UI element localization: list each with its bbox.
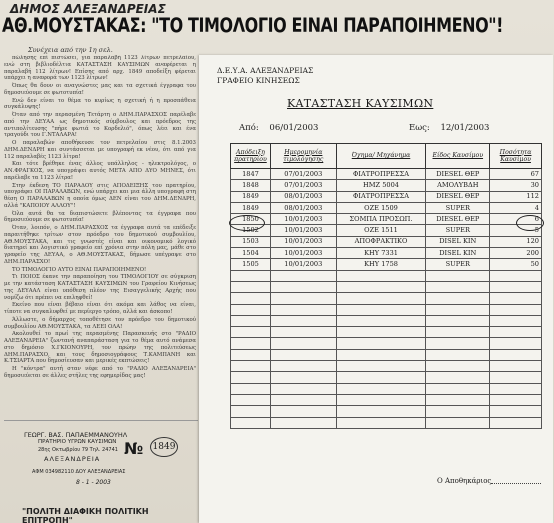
article-paragraph: πώλησης επί πιστώσει, για παραλαβή 1123 λίτρων πετρελαίου, ενώ στη βιβλιοδέλτια ΚΑΤΑΣΤΑΣΗ ΚΑΥΣΙΜΩΝ αναφέρεται η παραλαβή 112 λίτρων! Επίσης από αρχ. 1849 αποδείξη φέρεται υπάρχει η αναφορά των 1123 λίτρων! [4,55,196,82]
date-to-label: Εως: [409,123,430,133]
table-cell: 120 [490,236,542,247]
table-cell: 08/01/2003 [270,191,336,202]
table-cell: 1850 [231,214,271,225]
headline: ΑΘ.ΜΟΥΣΤΑΚΑΣ: "ΤΟ ΤΙΜΟΛΟΓΙΟ ΕΙΝΑΙ ΠΑΡΑΠΟΙΗΜΕΝΟ"! [2,14,504,37]
empty-cell [336,383,426,394]
table-cell: 10/01/2003 [270,248,336,259]
empty-cell [426,383,490,394]
table-cell: DIESEL ΘΕΡ [426,191,490,202]
receipt-owner: ΓΕΩΡΓ. ΒΑΣ. ΠΑΠΑΕΜΜΑΝΟΥΗΛ [24,431,128,439]
table-cell: 1849 [231,191,271,202]
table-cell: 200 [490,248,542,259]
empty-cell [231,349,271,360]
table-cell: 5 [490,225,542,236]
date-from-label: Από: [239,123,259,133]
table-cell: DIESEL ΘΕΡ [426,169,490,180]
empty-cell [231,270,271,281]
empty-cell [336,293,426,304]
table-row [231,236,542,247]
article-paragraph: Όπως θα δουν οι αναγνώστες μας και τα σχετικά έγγραφα του δημοσιεύουμε σε φωτοτυπία! [4,83,196,96]
table-cell: 1504 [231,248,271,259]
empty-cell [490,293,542,304]
empty-cell [270,372,336,383]
empty-cell [490,383,542,394]
empty-cell [490,304,542,315]
table-cell: 1505 [231,259,271,270]
article-paragraph: Εκείνο που είναι βέβαιο είναι ότι ακόμα και λάθος να είναι, τίποτε να συγκαλυφθεί με περίεργο τρόπο, αλλά και άσκοπο! [4,302,196,315]
table-cell: ΑΜΟΛΥΒΔΗ [426,180,490,191]
empty-table-row [231,383,542,394]
table-cell: 10/01/2003 [270,259,336,270]
empty-cell [490,349,542,360]
table-cell: 1849 [231,202,271,213]
empty-cell [490,394,542,405]
empty-table-row [231,327,542,338]
table-row [231,202,542,213]
empty-cell [490,361,542,372]
empty-cell [231,293,271,304]
empty-cell [426,304,490,315]
empty-cell [231,338,271,349]
table-cell: ΑΠΟΦΡΑΚΤΙΚΟ [336,236,426,247]
table-cell: 1848 [231,180,271,191]
table-cell: 67 [490,169,542,180]
empty-cell [336,315,426,326]
table-cell: 112 [490,191,542,202]
empty-cell [336,406,426,417]
column-header: Είδος Καυσίμου [426,144,490,169]
empty-cell [426,327,490,338]
empty-cell [490,315,542,326]
signature-line [491,483,541,484]
table-cell: 10/01/2003 [270,214,336,225]
table-cell: SUPER [426,225,490,236]
empty-cell [270,304,336,315]
empty-cell [231,383,271,394]
empty-cell [426,349,490,360]
empty-cell [231,315,271,326]
empty-cell [270,417,336,428]
article-paragraph: Όλα αυτά θα τα διαπιστώσετε βλέποντας τα έγγραφα που δημοσιεύουμε σε φωτοτυπία! [4,210,196,224]
empty-cell [231,394,271,405]
empty-cell [336,327,426,338]
table-cell: 1847 [231,169,271,180]
empty-cell [426,281,490,292]
table-cell: 07/01/2003 [270,180,336,191]
empty-cell [426,315,490,326]
article-paragraph: Ενώ δεν είναι το θέμα το κυρίως η σχετική ή η προσπάθεια συγκάλυψης! [4,97,196,111]
article-paragraph: Ο παραλαβών αποθήκευσε τον πετρελαίου στις 8.1.2003 ΔΗΜ.ΔΕΝΔΡΗ και συντάσσεται με υπογραφή εκ νέου, ότι από για 112 παραλαβές 1123 λίτρα! [4,140,196,160]
receipt-business: ΠΡΑΤΗΡΙΟ ΥΓΡΩΝ ΚΑΥΣΙΜΩΝ [38,439,117,445]
table-cell: 08/01/2003 [270,202,336,213]
empty-cell [231,327,271,338]
empty-cell [426,293,490,304]
date-from [239,123,318,133]
empty-cell [426,417,490,428]
article-paragraph: ΤΟ ΤΙΜΟΛΟΓΙΟ ΑΥΤΟ ΕΙΝΑΙ ΠΑΡΑΠΟΙΗΜΕΝΟ! [12,266,147,273]
date-to-value: 12/01/2003 [440,123,490,133]
empty-cell [426,270,490,281]
empty-table-row [231,304,542,315]
empty-cell [270,394,336,405]
empty-cell [270,338,336,349]
receipt-number-circled: 1849 [150,437,178,457]
empty-table-row [231,361,542,372]
empty-table-row [231,270,542,281]
empty-cell [336,372,426,383]
empty-cell [490,406,542,417]
fuel-table [230,143,542,429]
section-kicker: ΔΗΜΟΣ ΑΛΕΞΑΝΔΡΕΙΑΣ [10,2,166,16]
empty-table-row [231,394,542,405]
article-paragraph: Όταν, λοιπόν, ο ΔΗΜ.ΠΑΡΑΣΧΟΣ τα έγγραφα αυτά τα επέδειξε παραιτήθηκε τρίτων στον πρόεδρο του δημοτικού συμβουλίου, ΑΘ.ΜΟΥΣΤΑΚΑ, και τις γνωστές είναι και οικονομικό λογικό διατηρεί και λογιστικό γραφείο επί χρόνια στην πόλη μας, μάθε στο γραφείο της ΔΕΥΑΑ, ο ΑΘ.ΜΟΥΣΤΑΚΑΣ, δήμωσε υπέγραψε στο ΔΗΜ.ΠΑΡΑΣΧΟ! [4,225,196,265]
empty-cell [426,361,490,372]
empty-cell [426,372,490,383]
article-paragraph: Και τότε βρέθηκε ένας άλλος υπάλληλος - ηλεκτρολόγος, ο ΑΝ.ΦΡΑΓΚΟΣ, να υπογράψει αυτός ΜΕΤΑ ΑΠΟ ΔΥΟ ΜΗΝΕΣ, ότι παρέλαβε τα 1123 λίτρα! [4,161,196,181]
table-cell: 10/01/2003 [270,225,336,236]
table-cell: ΚΗΥ 1758 [336,259,426,270]
table-row [231,191,542,202]
table-cell: 10/01/2003 [270,236,336,247]
receipt-number-circle-mark [229,215,265,231]
empty-cell [490,281,542,292]
empty-table-row [231,417,542,428]
empty-cell [231,361,271,372]
empty-cell [270,349,336,360]
document-title: ΚΑΤΑΣΤΑΣΗ ΚΑΥΣΙΜΩΝ [287,97,434,110]
empty-cell [336,394,426,405]
empty-cell [490,327,542,338]
empty-cell [426,338,490,349]
empty-cell [490,338,542,349]
table-row [231,180,542,191]
table-cell: 1502 [231,225,271,236]
empty-cell [490,270,542,281]
empty-cell [490,372,542,383]
empty-cell [336,270,426,281]
table-row [231,259,542,270]
table-cell: DISEL KIN [426,248,490,259]
empty-cell [426,394,490,405]
table-cell: ΟΖΕ 1509 [336,202,426,213]
table-cell: 50 [490,259,542,270]
receipt-photocopy [4,420,198,521]
empty-table-row [231,349,542,360]
org-name: Δ.Ε.Υ.Α. ΑΛΕΞΑΝΔΡΕΙΑΣ [217,66,314,75]
fuel-table-header [231,144,542,169]
empty-table-row [231,372,542,383]
column-header: Όχημα/ Μηχάνημα [336,144,426,169]
article-paragraph: Όταν από την περασμένη Τετάρτη ο ΔΗΜ.ΠΑΡΑΣΧΟΣ παρέλαβε από την ΔΕΥΑΑ ως δημοτικός σύμβουλος και πρόεδρος της αντιπολίτευσης "πήρε φωτιά το Κορδελιό", όπως λέει και ένα τραγούδι του Γ.ΝΤΑΛΑΡΑ! [4,112,196,139]
receipt-address: 28ης Οκτωβρίου 79 Τηλ. 24741 [38,447,118,453]
article-body [4,55,196,417]
table-cell: 6 [490,214,542,225]
table-cell: 1503 [231,236,271,247]
table-cell: ΗΜΖ 5004 [336,180,426,191]
empty-cell [231,281,271,292]
empty-cell [270,383,336,394]
table-cell: ΟΖΕ 1511 [336,225,426,236]
table-cell: DISEL KIN [426,236,490,247]
fuel-report-document [199,55,553,523]
receipt-date: 8 - 1 - 2003 [76,479,111,486]
byline: Συνέχεια από την 1η σελ. [28,46,113,54]
table-cell: ΚΗΥ 7331 [336,248,426,259]
empty-cell [270,281,336,292]
empty-cell [336,361,426,372]
receipt-city: ΑΛΕΞΑΝΔΡΕΙΑ [44,455,101,463]
article-paragraph: Τι ΠΟΙΟΣ έκανε την παραποίηση του ΤΙΜΟΛΟΓΙΟΥ σε σύγκριση με την κατάσταση ΚΑΤΑΣΤΑΣΗ ΚΑΥΣΙΜΩΝ του Γραφείου Κινήσεως της ΔΕΥΑΑΛ είναι υπόθεση πλέον της Εισαγγελικής Αρχής που νομίζω ότι πρέπει να επιληφθεί! [4,274,196,301]
empty-table-row [231,293,542,304]
article-paragraph: Στην έκδεση ΤΟ ΠΑΡΑΔΟΥ στις ΑΠΟΔΕΙΞΗΣ του πρατηρίου, υπογράφει ΟΙ ΠΑΡΑΛΑΒΩΝ, ενώ υπάρχει και μια άλλη υπογραφή στη θέση Ο ΠΑΡΑΛΑΒΩΝ η οποία όμως ΔΕΝ είναι του ΔΗΜ.ΔΕΝΔΡΗ, αλλά "ΚΑΠΟΙΟΥ ΑΛΛΟΥ"! [4,182,196,209]
table-row [231,248,542,259]
column-header: Απόδειξη πρατηρίου [231,144,271,169]
table-cell: 4 [490,202,542,213]
org-department: ΓΡΑΦΕΙΟ ΚΙΝΗΣΕΩΣ [217,76,300,85]
table-row [231,225,542,236]
empty-cell [270,315,336,326]
quantity-circle-mark [516,215,544,231]
receipt-number-label: № [124,439,144,458]
empty-cell [336,349,426,360]
date-from-value: 06/01/2003 [269,123,319,133]
table-cell: DIESEL ΘΕΡ [426,214,490,225]
table-cell: ΦΙΑΤΡΟΠΡΕΣΣΑ [336,169,426,180]
receipt-footer-caption: "ΠΟΛΙΤΗ ΔΙΑΦΙΚΗ ΠΟΛΙΤΙΚΗ ΕΠΙΤΡΟΠΗ" [22,507,149,523]
table-cell: 30 [490,180,542,191]
table-row [231,214,542,225]
table-cell: SUPER [426,259,490,270]
empty-cell [336,417,426,428]
date-to [409,123,489,133]
article-paragraph: Η "κόντρα" αυτή σταν νέφε από το "ΡΑΔΙΟ ΑΛΕΞΑΝΔΡΕΙΑ" δημοσιεύεται σε άλλες στήλες της εφημερίδας μας! [4,366,196,379]
empty-cell [336,281,426,292]
empty-table-row [231,315,542,326]
article-paragraph: Ακολουθεί το πρωί της περασμένης Παρασκευής στο "ΡΑΔΙΟ ΑΛΕΞΑΝΔΡΕΙΑ" ζωντανή αναπαράσταση για το θέμα αυτό ανάμεσα στο δημόσιο Χ.ΓΚΙΟΝΟΥΡΗ, τον πρώην της πολιτεύσεως ΔΗΜ.ΠΑΡΑΣΧΟ, και τους δημοσιογράφους Τ.ΚΑΜΠΑΝΗ και Κ.ΤΣΙΑΡΤΑ που δημοσίευσαν και μερικές εκπτώσεις! [4,331,196,365]
article-paragraph: Άλλωστε, ο δήμαρχος τοποθέτησε τον πρόεδρο του δημοτικού συμβουλίου ΑΘ.ΜΟΥΣΤΑΚΑ, τα ΛΕΕΙ ΟΛΑ! [4,316,196,330]
table-cell: ΦΙΑΤΡΟΠΡΕΣΣΑ [336,191,426,202]
empty-cell [270,361,336,372]
empty-cell [426,406,490,417]
empty-cell [270,327,336,338]
empty-cell [231,406,271,417]
column-header: Ποσότητα Καυσίμου [490,144,542,169]
table-cell: 07/01/2003 [270,169,336,180]
empty-table-row [231,406,542,417]
empty-cell [270,406,336,417]
empty-cell [336,304,426,315]
empty-cell [490,417,542,428]
empty-table-row [231,281,542,292]
signature-label: Ο Αποθηκάριος [437,477,492,485]
table-cell: SUPER [426,202,490,213]
empty-table-row [231,338,542,349]
fuel-table-body [231,169,542,429]
column-header: Ημερομηνία τιμολόγησης [270,144,336,169]
empty-cell [231,372,271,383]
empty-cell [231,417,271,428]
empty-cell [270,293,336,304]
table-row [231,169,542,180]
empty-cell [336,338,426,349]
receipt-tax-id: ΑΦΜ 034982110 ΔΟΥ ΑΛΕΞΑΝΔΡΕΙΑΣ [32,469,126,475]
table-cell: ΣΟΜΠΑ ΠΡΟΣΩΠ. [336,214,426,225]
empty-cell [270,270,336,281]
empty-cell [231,304,271,315]
